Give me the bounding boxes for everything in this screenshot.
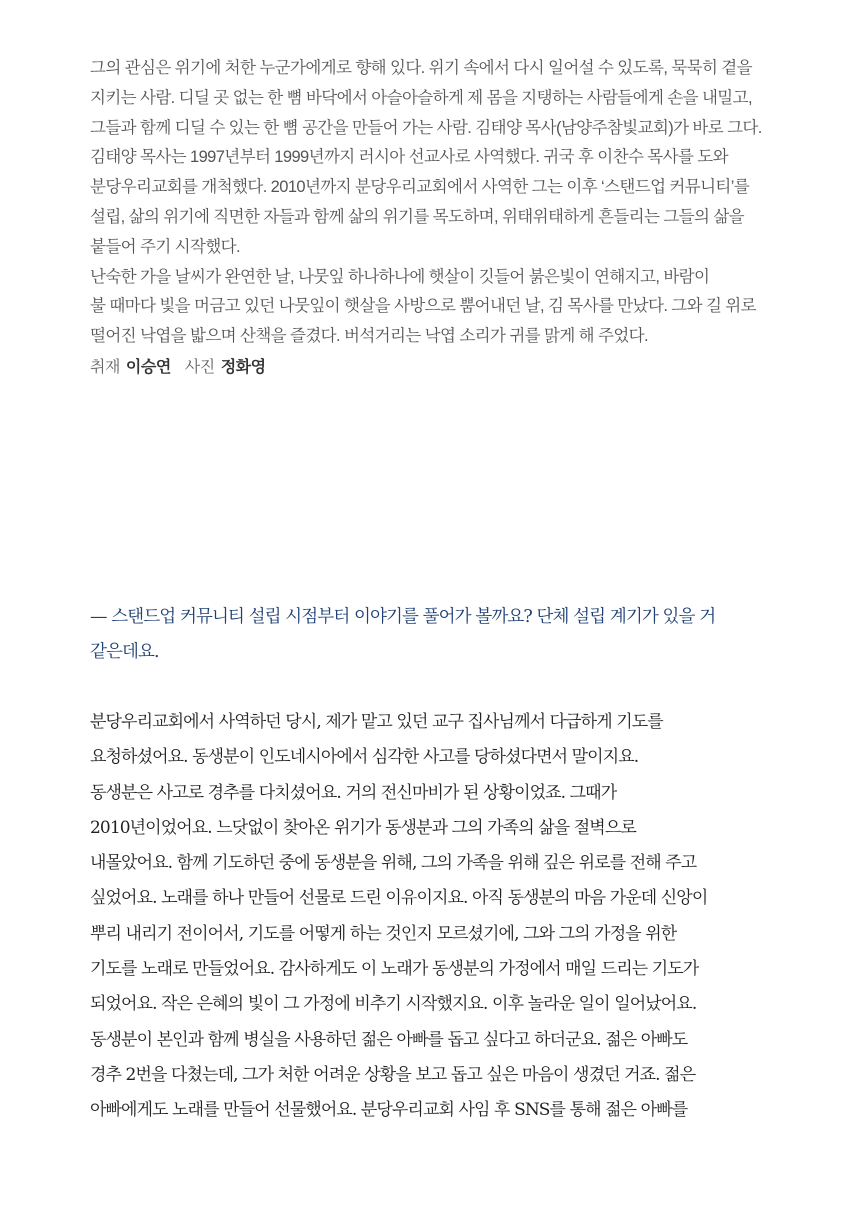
answer-line: 요청하셨어요. 동생분이 인도네시아에서 심각한 사고를 당하셨다면서 말이지요. [90, 747, 639, 768]
article-intro-block [90, 54, 810, 382]
answer-line: 내몰았어요. 함께 기도하던 중에 동생분을 위해, 그의 가족을 위해 깊은 위로를 전해 주고 [90, 853, 697, 874]
answer-line: 아빠에게도 노래를 만들어 선물했어요. 분당우리교회 사임 후 SNS를 통해 젊은 아빠를 [90, 1100, 688, 1121]
interview-question [90, 600, 810, 670]
intro-line: 붙들어 주기 시작했다. [90, 237, 241, 256]
intro-line: 난숙한 가을 날씨가 완연한 날, 나뭇잎 하나하나에 햇살이 깃들어 붉은빛이 연해지고, 바람이 [90, 267, 710, 286]
reporter-label: 취재 [90, 358, 120, 376]
photographer-name: 정화영 [220, 358, 266, 376]
intro-line: 지키는 사람. 디딜 곳 없는 한 뼘 바닥에서 아슬아슬하게 제 몸을 지탱하는 사람들에게 손을 내밀고, [90, 88, 752, 107]
intro-paragraph [90, 54, 810, 352]
intro-line: 불 때마다 빛을 머금고 있던 나뭇잎이 햇살을 사방으로 뿜어내던 날, 김 목사를 만났다. 그와 길 위로 [90, 297, 756, 316]
photographer-label: 사진 [184, 358, 215, 376]
answer-line: 2010년이었어요. 느닷없이 찾아온 위기가 동생분과 그의 가족의 삶을 절벽으로 [90, 817, 636, 838]
answer-line: 되었어요. 작은 은혜의 빛이 그 가정에 비추기 시작했지요. 이후 놀라운 일이 일어났어요. [90, 994, 697, 1015]
answer-line: 동생분이 본인과 함께 병실을 사용하던 젊은 아빠를 돕고 싶다고 하더군요. 젊은 아빠도 [90, 1029, 688, 1050]
answer-line: 동생분은 사고로 경추를 다치셨어요. 거의 전신마비가 된 상황이었죠. 그때가 [90, 782, 617, 803]
interview-answer [90, 705, 810, 1129]
answer-line: 뿌리 내리기 전이어서, 기도를 어떻게 하는 것인지 모르셨기에, 그와 그의 가정을 위한 [90, 923, 677, 944]
answer-line: 싶었어요. 노래를 하나 만들어 선물로 드린 이유이지요. 아직 동생분의 마음 가운데 신앙이 [90, 888, 708, 909]
intro-line: 그의 관심은 위기에 처한 누군가에게로 향해 있다. 위기 속에서 다시 일어설 수 있도록, 묵묵히 곁을 [90, 59, 752, 77]
reporter-name: 이승연 [125, 358, 171, 376]
intro-line: 설립, 삶의 위기에 직면한 자들과 함께 삶의 위기를 목도하며, 위태위태하게 흔들리는 그들의 삶을 [90, 207, 745, 226]
answer-line: 기도를 노래로 만들었어요. 감사하게도 이 노래가 동생분의 가정에서 매일 드리는 기도가 [90, 959, 699, 980]
intro-line: 김태양 목사는 1997년부터 1999년까지 러시아 선교사로 사역했다. 귀국 후 이찬수 목사를 도와 [90, 148, 728, 167]
question-line: — 스탠드업 커뮤니티 설립 시점부터 이야기를 풀어가 볼까요? 단체 설립 계기가 있을 거 [90, 607, 716, 627]
article-credits [90, 354, 810, 382]
intro-line: 떨어진 낙엽을 밟으며 산책을 즐겼다. 버석거리는 낙엽 소리가 귀를 맑게 해 주었다. [90, 327, 648, 346]
question-line: 같은데요. [90, 642, 159, 662]
answer-line: 분당우리교회에서 사역하던 당시, 제가 맡고 있던 교구 집사님께서 다급하게 기도를 [90, 712, 663, 732]
intro-line: 그들과 함께 디딜 수 있는 한 뼘 공간을 만들어 가는 사람. 김태양 목사(남양주참빛교회)가 바로 그다. [90, 118, 762, 137]
intro-line: 분당우리교회를 개척했다. 2010년까지 분당우리교회에서 사역한 그는 이후 ‘스탠드업 커뮤니티’를 [90, 178, 750, 197]
answer-line: 경추 2번을 다쳤는데, 그가 처한 어려운 상황을 보고 돕고 싶은 마음이 생겼던 거죠. 젊은 [90, 1064, 696, 1085]
